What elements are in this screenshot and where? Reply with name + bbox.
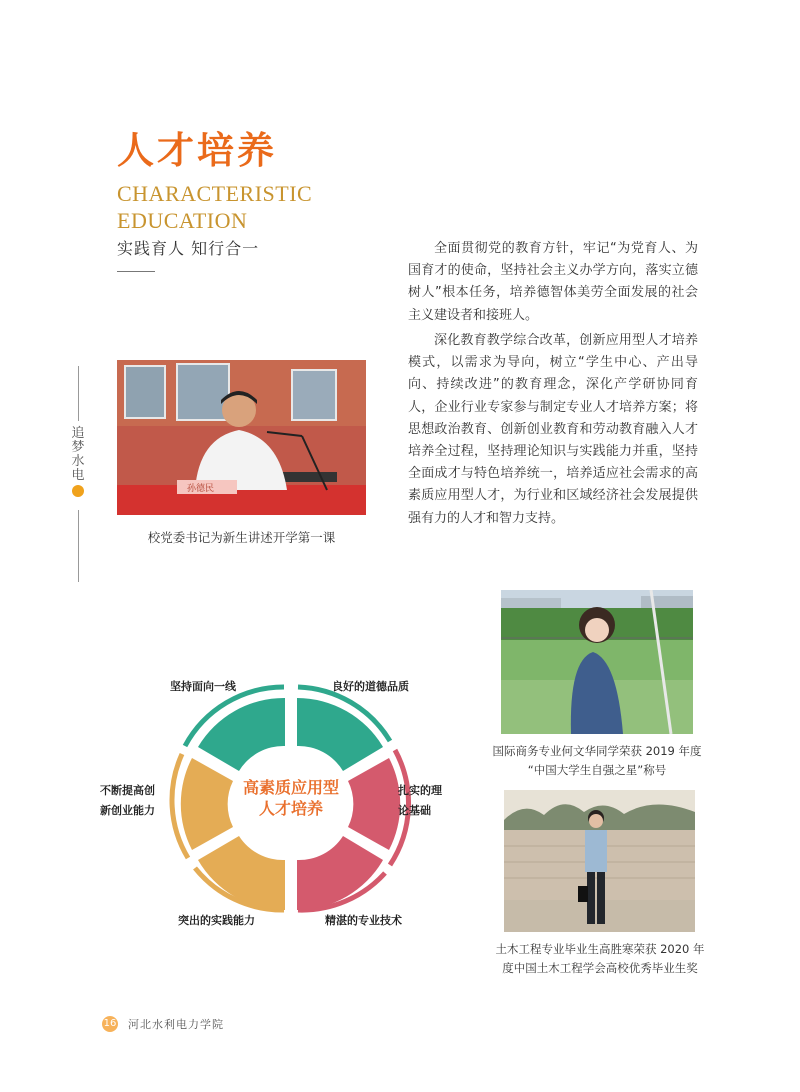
diagram-center-line-2: 人才培养	[258, 799, 324, 818]
photo-student-field-caption-line-2: “中国大学生自强之星”称号	[527, 763, 667, 777]
diagram-label-bottom-left: 突出的实践能力	[178, 914, 255, 927]
body-paragraph-1: 全面贯彻党的教育方针，牢记“为党育人、为国育才的使命，坚持社会主义办学方向，落实立德树人”根本任务，培养德智体美劳全面发展的社会主义建设者和接班人。	[408, 241, 698, 323]
photo-speech-caption: 校党委书记为新生讲述开学第一课	[147, 530, 336, 545]
ring-segment-bottom-left	[198, 836, 285, 910]
diagram-center-line-1: 高素质应用型	[242, 778, 340, 797]
diagram-label-top-right: 良好的道德品质	[332, 680, 409, 693]
side-line-bottom	[78, 510, 79, 582]
ring-segment-right	[348, 758, 400, 850]
photo-graduate-caption-line-2: 度中国土木工程学会高校优秀毕业生奖	[502, 961, 698, 975]
body-paragraph-2: 深化教育教学综合改革，创新应用型人才培养模式，以需求为导向，树立“学生中心、产出导向、持续改进”的教育理念，深化产学研协同育人，企业行业专家参与制定专业人才培养方案；将思想政治教育、创新创业教育和劳动教育融入人才培养全过程，坚持理论知识与实践能力并重，坚持全面成才与特色培养统一，培养适应社会需求的高素质应用型人才，为行业和区域经济社会发展提供强有力的人才和智力支持。	[408, 333, 698, 526]
page-number: 16	[102, 1016, 118, 1032]
photo-graduate	[504, 790, 695, 932]
side-line-top	[78, 366, 79, 421]
ring-segment-bottom-right	[297, 836, 383, 910]
nameplate-text: 孙德民	[187, 484, 215, 494]
photo-graduate-caption	[490, 940, 710, 978]
school-name: 河北水利电力学院	[128, 1018, 224, 1031]
ring-segment-top-left	[198, 698, 285, 771]
english-title-line-1: CHARACTERISTIC	[117, 181, 313, 206]
subtitle: 实践育人 知行合一	[117, 239, 260, 258]
diagram-label-right-line-2: 论基础	[398, 804, 431, 817]
diagram-label-bottom-right: 精湛的专业技术	[325, 914, 402, 927]
photo-student-field	[501, 590, 693, 734]
side-label: 追梦水电	[71, 426, 85, 483]
diagram-label-left	[100, 781, 155, 821]
subtitle-divider	[117, 271, 155, 272]
side-dot-icon	[72, 485, 84, 497]
photo-graduate-caption-line-1: 土木工程专业毕业生高胜寒荣获 2020 年	[495, 942, 705, 956]
photo-speech	[117, 360, 366, 515]
diagram-label-left-line-1: 不断提高创	[100, 784, 155, 797]
english-title	[117, 180, 312, 234]
ring-segment-left	[181, 758, 233, 850]
ring-segment-top-right	[297, 698, 383, 771]
diagram-label-left-line-2: 新创业能力	[100, 804, 155, 817]
diagram-label-right	[398, 781, 442, 821]
photo-student-field-caption	[490, 742, 704, 780]
diagram-label-right-line-1: 扎实的理	[398, 784, 442, 797]
english-title-line-2: EDUCATION	[117, 208, 248, 233]
page-title: 人才培养	[117, 129, 277, 172]
photo-student-field-caption-line-1: 国际商务专业何文华同学荣获 2019 年度	[492, 744, 702, 758]
diagram-label-top-left: 坚持面向一线	[170, 680, 236, 693]
